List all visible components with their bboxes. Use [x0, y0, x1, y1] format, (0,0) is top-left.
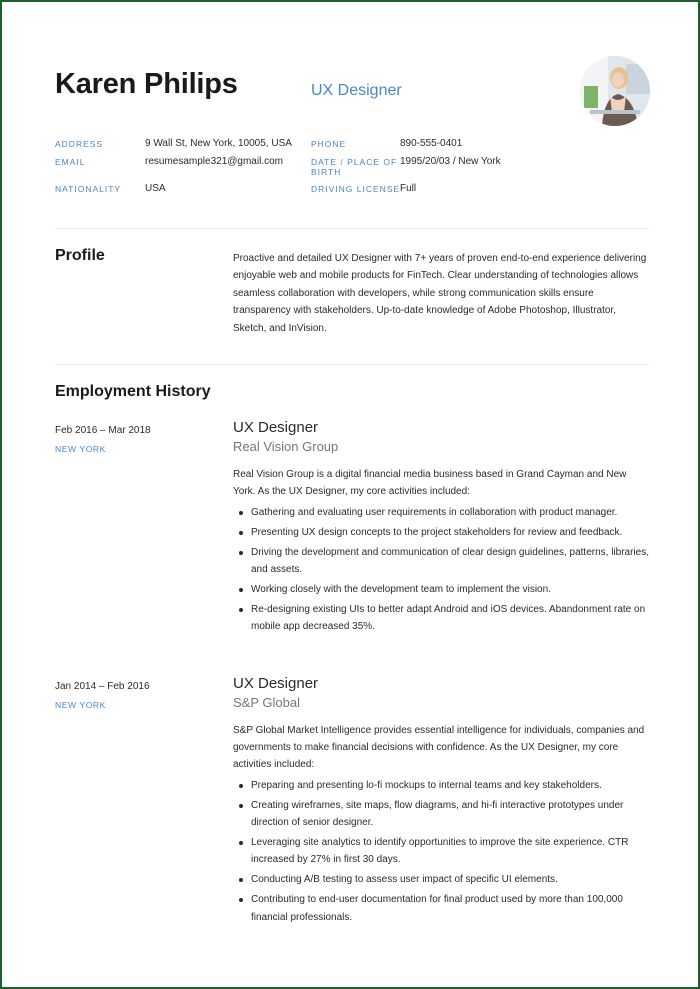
- profile-section-title: Profile: [55, 247, 105, 264]
- email-value: resumesample321@gmail.com: [145, 156, 283, 167]
- nationality-value: USA: [145, 183, 166, 194]
- job-company: S&P Global: [233, 695, 300, 710]
- license-value: Full: [400, 183, 417, 194]
- job-description: S&P Global Market Intelligence provides essential intelligence for individuals, companies and governments to make financial decisions with confidence. As the UX Designer, my core activities included:: [233, 725, 645, 771]
- dob-label-line-2: BIRTH: [311, 167, 342, 177]
- job-duties-list: [233, 777, 651, 929]
- candidate-job-title: UX Designer: [311, 82, 402, 99]
- list-item: Re-designing existing UIs to better adapt Android and iOS devices. Abandonment rate on mobile app decreased 35%.: [233, 601, 651, 635]
- job-role: UX Designer: [233, 675, 319, 692]
- list-item: Gathering and evaluating user requirements in collaboration with product manager.: [233, 504, 651, 521]
- nationality-label: NATIONALITY: [55, 184, 122, 194]
- avatar: [580, 56, 650, 126]
- job-role: UX Designer: [233, 419, 319, 436]
- divider: [55, 364, 649, 365]
- list-item: Leveraging site analytics to identify opportunities to improve the site experience. CTR increased by 27% in first 30 days.: [233, 834, 651, 868]
- candidate-name: Karen Philips: [55, 68, 238, 100]
- email-label: EMAIL: [55, 157, 86, 167]
- phone-label: PHONE: [311, 139, 347, 149]
- job-location: NEW YORK: [55, 700, 106, 710]
- list-item: Contributing to end-user documentation for final product used by more than 100,000 financial professionals.: [233, 891, 651, 925]
- list-item: Working closely with the development team to implement the vision.: [233, 581, 651, 598]
- license-label: DRIVING LICENSE: [311, 184, 401, 194]
- contact-details: [2, 136, 700, 206]
- job-dates: Feb 2016 – Mar 2018: [55, 425, 151, 436]
- profile-photo-icon: [580, 56, 650, 126]
- phone-value: 890-555-0401: [400, 138, 463, 149]
- job-location: NEW YORK: [55, 444, 106, 454]
- job-company: Real Vision Group: [233, 439, 339, 454]
- address-value: 9 Wall St, New York, 10005, USA: [145, 138, 292, 149]
- profile-summary: Proactive and detailed UX Designer with 7+ years of proven end-to-end experience delivering enjoyable web and mobile products for FinTech. Clear understanding of technologies allows seamless collaboration with developers, while strong communication skills ensure transparency with stakeholders. Up-to-date knowledge of Adobe Photoshop, Illustrator, Sketch, and InVision.: [233, 253, 647, 334]
- address-label: ADDRESS: [55, 139, 104, 149]
- employment-section-title: Employment History: [55, 383, 211, 400]
- job-description: Real Vision Group is a digital financial media business based in Grand Cayman and New York. As the UX Designer, my core activities included:: [233, 469, 627, 498]
- list-item: Presenting UX design concepts to the project stakeholders for review and feedback.: [233, 524, 651, 541]
- dob-value: 1995/20/03 / New York: [400, 156, 501, 167]
- list-item: Driving the development and communication of clear design guidelines, patterns, libraries, and assets.: [233, 544, 651, 578]
- list-item: Preparing and presenting lo-fi mockups to internal teams and key stakeholders.: [233, 777, 651, 794]
- job-dates: Jan 2014 – Feb 2016: [55, 681, 150, 692]
- job-duties-list: [233, 504, 651, 638]
- divider: [55, 228, 649, 229]
- list-item: Conducting A/B testing to assess user impact of specific UI elements.: [233, 871, 651, 888]
- dob-label-line-1: DATE / PLACE OF: [311, 157, 398, 167]
- list-item: Creating wireframes, site maps, flow diagrams, and hi-fi interactive prototypes under direction of senior designer.: [233, 797, 651, 831]
- resume-header: [2, 2, 700, 132]
